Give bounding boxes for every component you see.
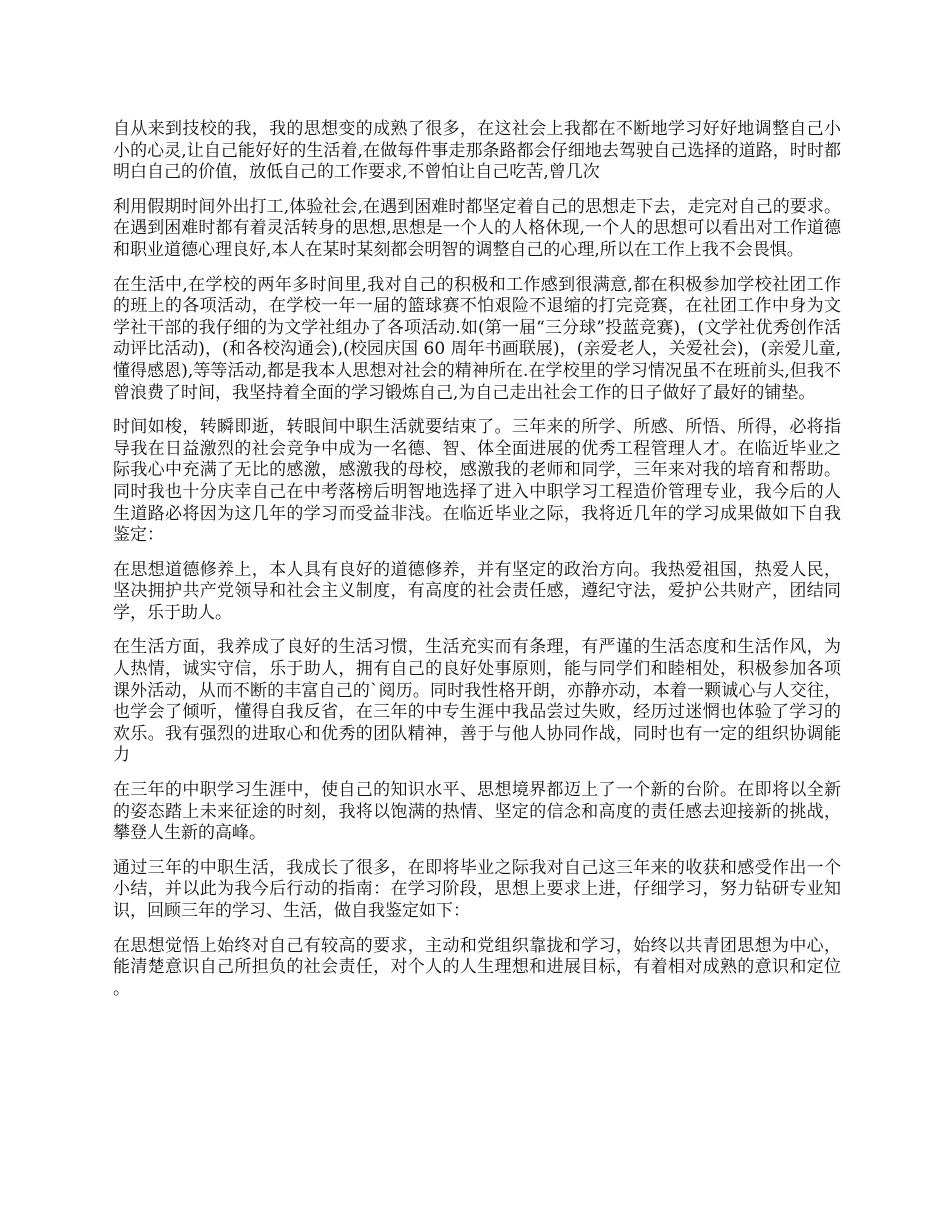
paragraph-5: 在思想道德修养上，本人具有良好的道德修养，并有坚定的政治方向。我热爱祖国，热爱人民，坚决拥护共产党领导和社会主义制度，有高度的社会责任感，遵纪守法，爱护公共财产，团结同学，乐于助人。 — [113, 559, 841, 623]
paragraph-9: 在思想觉悟上始终对自己有较高的要求，主动和党组织靠拢和学习，始终以共青团思想为中心，能清楚意识自己所担负的社会责任，对个人的人生理想和进展目标，有着相对成熟的意识和定位。 — [113, 935, 841, 999]
paragraph-7: 在三年的中职学习生涯中，使自己的知识水平、思想境界都迈上了一个新的台阶。在即将以全新的姿态踏上未来征途的时刻，我将以饱满的热情、坚定的信念和高度的责任感去迎接新的挑战，攀登人生新的高峰。 — [113, 780, 841, 844]
paragraph-3: 在生活中,在学校的两年多时间里,我对自己的积极和工作感到很满意,都在积极参加学校社团工作的班上的各项活动，在学校一年一届的篮球赛不怕艰险不退缩的打完竞赛，在社团工作中身为文学社干部的我仔细的为文学社组办了各项活动.如(第一届“三分球”投蓝竞赛)，(文学社优秀创作活动评比活动)，(和各校沟通会),(校园庆国 60 周年书画联展)，(亲爱老人，关爱社会)，(亲爱儿童,懂得感恩),等等活动,都是我本人思想对社会的精神所在.在学校里的学习情况虽不在班前头,但我不曾浪费了时间，我坚持着全面的学习锻炼自己,为自己走出社会工作的日子做好了最好的铺垫。 — [113, 274, 841, 403]
paragraph-2: 利用假期时间外出打工,体验社会,在遇到困难时都坚定着自己的思想走下去，走完对自己的要求。在遇到困难时都有着灵活转身的思想,思想是一个人的人格休现,一个人的思想可以看出对工作道德和职业道德心理良好,本人在某时某刻都会明智的调整自己的心理,所以在工作上我不会畏惧。 — [113, 196, 841, 260]
paragraph-1: 自从来到技校的我，我的思想变的成熟了很多，在这社会上我都在不断地学习好好地调整自己小小的心灵,让自己能好好的生活着,在做每件事走那条路都会仔细地去驾驶自己选择的道路，时时都明白自己的价值，放低自己的工作要求,不曾怕让自己吃苦,曾几次 — [113, 119, 841, 183]
document-body — [113, 119, 841, 1013]
paragraph-4: 时间如梭，转瞬即逝，转眼间中职生活就要结束了。三年来的所学、所感、所悟、所得，必将指导我在日益激烈的社会竞争中成为一名德、智、体全面进展的优秀工程管理人才。在临近毕业之际我心中充满了无比的感激，感激我的母校，感激我的老师和同学，三年来对我的培育和帮助。同时我也十分庆幸自己在中考落榜后明智地选择了进入中职学习工程造价管理专业，我今后的人生道路必将因为这几年的学习而受益非浅。在临近毕业之际，我将近几年的学习成果做如下自我鉴定： — [113, 417, 841, 546]
paragraph-8: 通过三年的中职生活，我成长了很多，在即将毕业之际我对自己这三年来的收获和感受作出一个小结，并以此为我今后行动的指南：在学习阶段，思想上要求上进，仔细学习，努力钻研专业知识，回顾三年的学习、生活，做自我鉴定如下： — [113, 857, 841, 921]
paragraph-6: 在生活方面，我养成了良好的生活习惯，生活充实而有条理，有严谨的生活态度和生活作风，为人热情，诚实守信，乐于助人，拥有自己的良好处事原则，能与同学们和睦相处，积极参加各项课外活动，从而不断的丰富自己的`阅历。同时我性格开朗，亦静亦动，本着一颗诚心与人交往，也学会了倾听，懂得自我反省，在三年的中专生涯中我品尝过失败，经历过迷惘也体验了学习的欢乐。我有强烈的进取心和优秀的团队精神，善于与他人协同作战，同时也有一定的组织协调能力 — [113, 637, 841, 766]
